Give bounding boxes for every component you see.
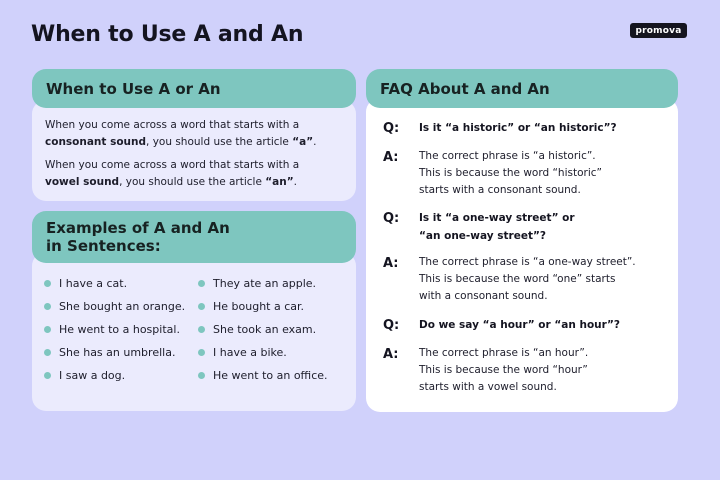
bullet-icon <box>198 372 205 379</box>
rule-keyword: consonant sound <box>45 136 147 148</box>
rule-text: , you should use the article <box>119 176 266 188</box>
question-line: Is it “a one-way street” or <box>419 212 575 224</box>
faq-header: FAQ About A and An <box>366 69 678 108</box>
answer-line: starts with a vowel sound. <box>419 381 557 393</box>
list-item <box>44 369 125 382</box>
usage-rule-consonant <box>45 117 345 151</box>
usage-rule-vowel <box>45 157 345 191</box>
question-line: “an one-way street”? <box>419 230 546 242</box>
faq-question <box>419 209 659 245</box>
brand-logo: promova <box>630 23 687 38</box>
page-title: When to Use A and An <box>31 22 304 47</box>
rule-text: . <box>293 176 297 188</box>
bullet-icon <box>44 349 51 356</box>
answer-label: A: <box>383 256 399 271</box>
answer-line: The correct phrase is “a historic”. <box>419 150 596 162</box>
example-sentence: He went to an office. <box>213 369 328 382</box>
answer-line: with a consonant sound. <box>419 290 548 302</box>
rule-article: “a” <box>292 136 314 148</box>
answer-line: starts with a consonant sound. <box>419 184 581 196</box>
rule-text: , you should use the article <box>146 136 293 148</box>
rule-article: “an” <box>265 176 294 188</box>
bullet-icon <box>44 372 51 379</box>
question-label: Q: <box>383 211 400 226</box>
examples-header <box>32 211 356 263</box>
bullet-icon <box>198 326 205 333</box>
question-line: Do we say “a hour” or “an hour”? <box>419 319 621 331</box>
usage-header: When to Use A or An <box>32 69 356 108</box>
example-sentence: She has an umbrella. <box>59 346 176 359</box>
example-sentence: She took an exam. <box>213 323 317 336</box>
list-item <box>44 300 185 313</box>
faq-question <box>419 316 659 334</box>
list-item <box>198 369 328 382</box>
examples-header-line2: in Sentences: <box>46 237 161 255</box>
faq-answer <box>419 254 664 305</box>
list-item <box>198 300 304 313</box>
bullet-icon <box>198 303 205 310</box>
bullet-icon <box>44 280 51 287</box>
rule-text: . <box>313 136 317 148</box>
faq-answer <box>419 148 664 199</box>
answer-line: The correct phrase is “an hour”. <box>419 347 589 359</box>
answer-line: This is because the word “historic” <box>419 167 602 179</box>
example-sentence: I saw a dog. <box>59 369 126 382</box>
list-item <box>44 346 175 359</box>
bullet-icon <box>44 326 51 333</box>
answer-line: The correct phrase is “a one-way street”. <box>419 256 636 268</box>
bullet-icon <box>198 280 205 287</box>
list-item <box>198 277 316 290</box>
example-sentence: He bought a car. <box>213 300 305 313</box>
example-sentence: I have a bike. <box>213 346 287 359</box>
example-sentence: She bought an orange. <box>59 300 186 313</box>
answer-line: This is because the word “hour” <box>419 364 588 376</box>
question-label: Q: <box>383 318 400 333</box>
example-sentence: He went to a hospital. <box>59 323 180 336</box>
example-sentence: I have a cat. <box>59 277 128 290</box>
bullet-icon <box>44 303 51 310</box>
answer-label: A: <box>383 150 399 165</box>
rule-keyword: vowel sound <box>45 176 120 188</box>
answer-line: This is because the word “one” starts <box>419 273 616 285</box>
list-item <box>44 277 127 290</box>
example-sentence: They ate an apple. <box>213 277 317 290</box>
list-item <box>198 346 287 359</box>
list-item <box>198 323 316 336</box>
question-line: Is it “a historic” or “an historic”? <box>419 122 617 134</box>
bullet-icon <box>198 349 205 356</box>
examples-header-line1: Examples of A and An <box>46 219 230 237</box>
question-label: Q: <box>383 121 400 136</box>
faq-question <box>419 119 659 137</box>
faq-answer <box>419 345 664 396</box>
answer-label: A: <box>383 347 399 362</box>
rule-text: When you come across a word that starts with a <box>45 159 300 171</box>
rule-text: When you come across a word that starts with a <box>45 119 300 131</box>
list-item <box>44 323 180 336</box>
